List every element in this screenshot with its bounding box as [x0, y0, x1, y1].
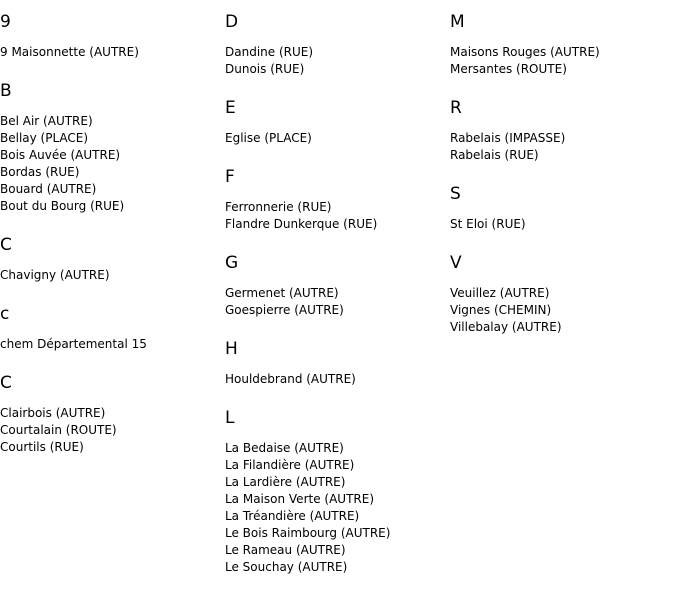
group-letter-heading: L [225, 408, 235, 428]
street-entry: Chavigny (AUTRE) [0, 268, 110, 282]
street-entry: Bouard (AUTRE) [0, 182, 97, 196]
letter-group [0, 81, 225, 215]
letter-group [450, 184, 675, 233]
street-entry: Bel Air (AUTRE) [0, 114, 93, 128]
street-entry: Ferronnerie (RUE) [225, 200, 332, 214]
letter-group [0, 12, 225, 61]
street-entry: Mersantes (ROUTE) [450, 62, 567, 76]
street-entry: Goespierre (AUTRE) [225, 303, 344, 317]
street-entry: Le Bois Raimbourg (AUTRE) [225, 526, 391, 540]
street-entry: Le Souchay (AUTRE) [225, 560, 348, 574]
street-entry: Flandre Dunkerque (RUE) [225, 217, 378, 231]
street-entry: La Lardière (AUTRE) [225, 475, 346, 489]
group-letter-heading: S [450, 184, 461, 204]
street-entry: Le Rameau (AUTRE) [225, 543, 346, 557]
letter-group [450, 253, 675, 336]
street-entry: chem Départemental 15 [0, 337, 147, 351]
street-entry: Houldebrand (AUTRE) [225, 372, 356, 386]
group-letter-heading: C [0, 235, 12, 255]
street-entry: Bordas (RUE) [0, 165, 80, 179]
street-entry: Bout du Bourg (RUE) [0, 199, 125, 213]
street-entry: Rabelais (RUE) [450, 148, 539, 162]
street-entry: Vignes (CHEMIN) [450, 303, 552, 317]
group-letter-heading: C [0, 373, 12, 393]
street-entry: Villebalay (AUTRE) [450, 320, 562, 334]
letter-group [225, 98, 450, 147]
group-letter-heading: E [225, 98, 236, 118]
street-entry: Rabelais (IMPASSE) [450, 131, 566, 145]
street-entry: La Filandière (AUTRE) [225, 458, 355, 472]
group-letter-heading: H [225, 339, 238, 359]
street-entry: La Maison Verte (AUTRE) [225, 492, 375, 506]
group-letter-heading: 9 [0, 12, 11, 32]
group-letter-heading: V [450, 253, 462, 273]
letter-group [225, 167, 450, 233]
street-entry: Bois Auvée (AUTRE) [0, 148, 121, 162]
group-letter-heading: B [0, 81, 12, 101]
index-column [450, 12, 675, 356]
letter-group [225, 12, 450, 78]
group-letter-heading: c [0, 304, 10, 324]
street-entry: Bellay (PLACE) [0, 131, 89, 145]
street-entry: La Tréandière (AUTRE) [225, 509, 360, 523]
street-entry: Courtils (RUE) [0, 440, 84, 454]
group-letter-heading: R [450, 98, 462, 118]
letter-group [0, 304, 225, 353]
group-letter-heading: F [225, 167, 235, 187]
index-column [0, 12, 225, 476]
street-entry: Clairbois (AUTRE) [0, 406, 106, 420]
letter-group [225, 253, 450, 319]
letter-group [0, 235, 225, 284]
street-entry: Courtalain (ROUTE) [0, 423, 117, 437]
letter-group [450, 98, 675, 164]
street-entry: Dunois (RUE) [225, 62, 305, 76]
street-entry: St Eloi (RUE) [450, 217, 526, 231]
letter-group [450, 12, 675, 78]
group-letter-heading: D [225, 12, 239, 32]
street-entry: Dandine (RUE) [225, 45, 314, 59]
street-entry: La Bedaise (AUTRE) [225, 441, 344, 455]
street-entry: Eglise (PLACE) [225, 131, 312, 145]
street-entry: 9 Maisonnette (AUTRE) [0, 45, 139, 59]
letter-group [225, 339, 450, 388]
letter-group [0, 373, 225, 456]
letter-group [225, 408, 450, 576]
group-letter-heading: G [225, 253, 239, 273]
index-column [225, 12, 450, 596]
group-letter-heading: M [450, 12, 465, 32]
street-entry: Veuillez (AUTRE) [450, 286, 550, 300]
street-entry: Germenet (AUTRE) [225, 286, 339, 300]
street-entry: Maisons Rouges (AUTRE) [450, 45, 600, 59]
